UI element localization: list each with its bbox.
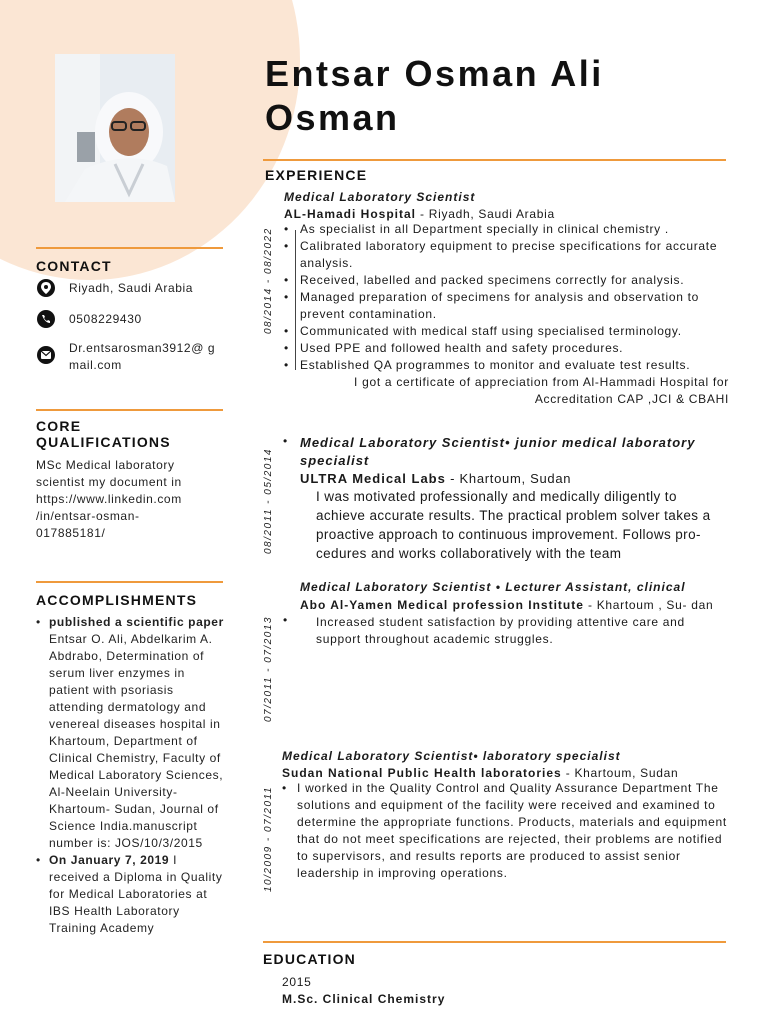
- education-heading: EDUCATION: [263, 951, 356, 967]
- job-bullet-marker: •: [283, 613, 288, 627]
- job-dates: 08/2011 - 05/2014: [263, 448, 274, 554]
- job-entry: [300, 434, 725, 563]
- core-qualifications-heading: CORE QUALIFICATIONS: [36, 418, 171, 450]
- candidate-name: Entsar Osman Ali Osman: [265, 53, 604, 138]
- job-bullet: • Received, labelled and packed specimens correctly for analysis.: [284, 272, 729, 289]
- location-pin-icon: [37, 279, 55, 297]
- experience-heading: EXPERIENCE: [265, 167, 368, 183]
- email-icon: [37, 346, 55, 364]
- job-entry: [300, 580, 728, 648]
- profile-photo-image: [55, 54, 175, 202]
- job-description: I was motivated professionally and medically diligently to achieve accurate results. The practical problem solver takes a proactive approach to continuous improvement. Follows pro- cedures and works collaboratively with the team: [316, 489, 711, 561]
- contact-heading: CONTACT: [36, 258, 112, 274]
- job-bullet: • Communicated with medical staff using specialised terminology.: [284, 323, 729, 340]
- profile-photo: [55, 54, 175, 202]
- job-bullet: • Used PPE and followed health and safety procedures.: [284, 340, 729, 357]
- job-title: Medical Laboratory Scientist: [284, 190, 476, 204]
- job-bullet: • Managed preparation of specimens for analysis and observation to prevent contamination.: [284, 289, 729, 323]
- job-title: Medical Laboratory Scientist• laboratory specialist: [282, 749, 621, 763]
- job-bullets: [282, 780, 728, 882]
- location-text: Riyadh, Saudi Arabia: [69, 281, 194, 295]
- employer-name: ULTRA Medical Labs: [300, 471, 446, 486]
- accomplishment-item: [36, 614, 226, 852]
- job-employer: [300, 597, 728, 614]
- employer-name: Abo Al-Yamen Medical profession Institute: [300, 598, 584, 612]
- job-bullets: [284, 221, 729, 374]
- email-text[interactable]: Dr.entsarosman3912@ gmail.com: [69, 341, 216, 372]
- core-divider: [36, 409, 223, 411]
- job-bullet-marker: •: [283, 434, 288, 448]
- accomplishment-item: [36, 852, 226, 937]
- job-dates: 08/2014 - 08/2022: [263, 227, 274, 334]
- employer-name: AL-Hamadi Hospital: [284, 207, 417, 221]
- education-divider: [263, 941, 726, 943]
- employer-name: Sudan National Public Health laboratories: [282, 766, 562, 780]
- job-dates: 10/2009 - 07/2011: [263, 786, 274, 892]
- phone-text[interactable]: 0508229430: [69, 312, 142, 326]
- job-employer: [300, 471, 725, 486]
- job-dates: 07/2011 - 07/2013: [263, 616, 274, 722]
- job-title: Medical Laboratory Scientist• junior medical laboratory specialist: [300, 435, 696, 468]
- employer-location: - Riyadh, Saudi Arabia: [416, 207, 555, 221]
- contact-phone: [37, 310, 227, 328]
- accomplishment-heading: On January 7, 2019: [49, 853, 170, 867]
- contact-location: [37, 279, 227, 297]
- experience-divider: [263, 159, 726, 161]
- education-degree: M.Sc. Clinical Chemistry: [282, 992, 446, 1006]
- job-entry: [282, 749, 728, 882]
- core-qualifications-text: MSc Medical laboratory scientist my document in https://www.linkedin.com /in/entsar-osman- 017885181/: [36, 458, 182, 540]
- contact-email: [37, 340, 227, 374]
- job-bullet: • Calibrated laboratory equipment to precise specifications for accurate analysis.: [284, 238, 729, 272]
- job-title: Medical Laboratory Scientist • Lecturer Assistant, clinical: [300, 580, 686, 594]
- job-note: I got a certificate of appreciation from Al-Hammadi Hospital for Accreditation CAP ,JCI & CBAHI: [354, 375, 729, 406]
- accomplishments-list: [36, 614, 226, 937]
- employer-location: - Khartoum , Su- dan: [583, 598, 714, 612]
- employer-location: - Khartoum, Sudan: [445, 471, 572, 486]
- job-bullet: • As specialist in all Department specially in clinical chemistry .: [284, 221, 729, 238]
- phone-icon: [37, 310, 55, 328]
- contact-divider: [36, 247, 223, 249]
- employer-location: - Khartoum, Sudan: [561, 766, 679, 780]
- accomplishment-heading: published a scientific paper: [49, 615, 224, 629]
- accomplishments-divider: [36, 581, 223, 583]
- job-bullet: • Established QA programmes to monitor and evaluate test results.: [284, 357, 729, 374]
- job-entry: [284, 190, 729, 408]
- job-employer: [282, 766, 728, 780]
- job-description: Increased student satisfaction by providing attentive care and support throughout academic struggles.: [316, 615, 685, 646]
- accomplishment-body: I received a Diploma in Quality for Medical Laboratories at IBS Health Laboratory Training Academy: [49, 853, 223, 935]
- accomplishment-body: Entsar O. Ali, Abdelkarim A. Abdrabo, Determination of serum liver enzymes in patient with psoriasis attending dermatology and venereal diseases hospital in Khartoum, Department of Clinical Chemistry, Faculty of Medical Laboratory Sciences, Al-Neelain University- Khartoum- Sudan, Journal of Science India.manuscript number is: JOS/10/3/2015: [49, 632, 224, 850]
- job-bullet: • I worked in the Quality Control and Quality Assurance Department The solutions and equipment of the facility were received and examined to determine the appropriate functions. Products, materials and equipment that do not meet specifications are rejected, their problems are notified to supervisors, and results reports are produced to assist senior leadership in improving operations.: [282, 780, 728, 882]
- accomplishments-heading: ACCOMPLISHMENTS: [36, 592, 198, 608]
- education-year: 2015: [282, 975, 312, 989]
- job-employer: [284, 207, 729, 221]
